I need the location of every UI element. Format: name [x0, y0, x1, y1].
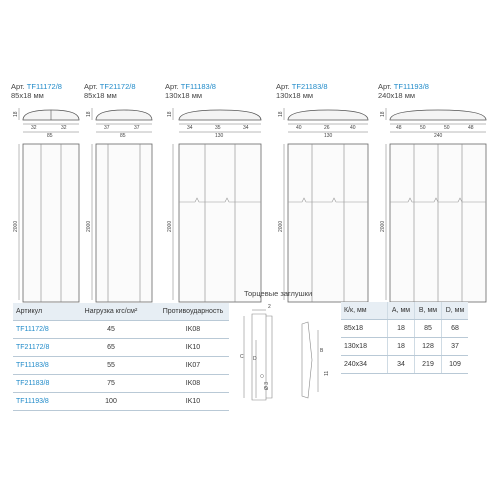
- table-row: [13, 357, 229, 375]
- endcap-dim-c: C: [240, 354, 244, 360]
- cell-b: 128: [415, 338, 442, 356]
- cell-article: TF11183/8: [13, 357, 65, 375]
- art-prefix: Арт.: [276, 82, 290, 91]
- cell-d: 68: [442, 320, 469, 338]
- height-label: 18: [278, 111, 284, 117]
- height-label: 18: [167, 111, 173, 117]
- cell-article: TF11193/8: [13, 393, 65, 411]
- cell-load: 45: [65, 321, 157, 339]
- cell-load: 55: [65, 357, 157, 375]
- cell-impact: IK10: [157, 339, 229, 357]
- cell-load: 75: [65, 375, 157, 393]
- col-header-d: D, мм: [442, 302, 469, 320]
- art-prefix: Арт.: [165, 82, 179, 91]
- endcap-title: Торцевые заглушки: [244, 289, 313, 298]
- total-width-label: 85: [120, 133, 126, 139]
- length-label: 2000: [278, 220, 284, 232]
- section-label: 40: [296, 125, 302, 131]
- total-width-label: 130: [324, 133, 333, 139]
- length-label: 2000: [86, 220, 92, 232]
- cell-impact: IK08: [157, 375, 229, 393]
- cell-size: 130x18: [341, 338, 388, 356]
- endcap-dim-side: 11: [324, 370, 330, 376]
- endcap-dim-top: 2: [268, 304, 271, 310]
- product-tf21172: [84, 82, 154, 232]
- section-label: 32: [61, 125, 67, 131]
- article-code: TF11172/8: [26, 82, 62, 91]
- section-label: 37: [104, 125, 110, 131]
- section-label: 32: [31, 125, 37, 131]
- table-row: [13, 393, 229, 411]
- profile-drawing: [84, 102, 154, 302]
- col-header-a: A, мм: [388, 302, 415, 320]
- cell-size: 240x34: [341, 356, 388, 374]
- cell-impact: IK10: [157, 393, 229, 411]
- product-header: [276, 82, 376, 100]
- art-prefix: Арт.: [11, 82, 25, 91]
- section-label: 40: [350, 125, 356, 131]
- profile-drawing: [11, 102, 81, 302]
- product-size: 130x18 мм: [165, 91, 203, 100]
- product-header: [378, 82, 488, 100]
- height-label: 18: [86, 111, 92, 117]
- product-tf21183: [276, 82, 376, 232]
- table-row: [13, 339, 229, 357]
- section-label: 48: [468, 125, 474, 131]
- section-label: 50: [420, 125, 426, 131]
- section-label: 26: [324, 125, 330, 131]
- table-header-row: [341, 302, 468, 320]
- height-label: 18: [380, 111, 386, 117]
- col-header-article: Артикул: [13, 303, 65, 321]
- section-label: 34: [243, 125, 249, 131]
- section-label: 35: [215, 125, 221, 131]
- cell-d: 109: [442, 356, 469, 374]
- length-label: 2000: [13, 220, 19, 232]
- cell-impact: IK08: [157, 321, 229, 339]
- col-header-kk: К/к, мм: [341, 302, 388, 320]
- profile-drawing: [276, 102, 376, 302]
- section-label: 48: [396, 125, 402, 131]
- endcap-drawing: [232, 300, 332, 410]
- table-row: [341, 356, 468, 374]
- art-prefix: Арт.: [84, 82, 98, 91]
- product-header: [165, 82, 265, 100]
- length-label: 2000: [380, 220, 386, 232]
- cell-a: 34: [388, 356, 415, 374]
- product-tf11193: [378, 82, 488, 232]
- cell-b: 85: [415, 320, 442, 338]
- table-row: [13, 321, 229, 339]
- cell-a: 18: [388, 320, 415, 338]
- endcap-dim-d: D: [253, 356, 257, 362]
- article-code: TF11183/8: [180, 82, 216, 91]
- product-header: [84, 82, 154, 100]
- product-size: 240x18 мм: [378, 91, 416, 100]
- cell-a: 18: [388, 338, 415, 356]
- endcap-dim-b: B: [320, 348, 324, 354]
- col-header-b: B, мм: [415, 302, 442, 320]
- cell-impact: IK07: [157, 357, 229, 375]
- cell-d: 37: [442, 338, 469, 356]
- cell-size: 85x18: [341, 320, 388, 338]
- cell-load: 100: [65, 393, 157, 411]
- cell-b: 219: [415, 356, 442, 374]
- article-code: TF21183/8: [291, 82, 328, 91]
- profile-drawing: [378, 102, 488, 302]
- table-row: [341, 320, 468, 338]
- table-row: [13, 375, 229, 393]
- cell-article: TF21183/8: [13, 375, 65, 393]
- article-code: TF11193/8: [393, 82, 429, 91]
- art-prefix: Арт.: [378, 82, 392, 91]
- total-width-label: 240: [434, 133, 443, 139]
- product-tf11172: [11, 82, 81, 232]
- dimension-table: [341, 302, 468, 374]
- total-width-label: 85: [47, 133, 53, 139]
- load-table: [13, 303, 229, 411]
- section-label: 34: [187, 125, 193, 131]
- product-header: [11, 82, 81, 100]
- cell-article: TF21172/8: [13, 339, 65, 357]
- cell-load: 65: [65, 339, 157, 357]
- article-code: TF21172/8: [99, 82, 136, 91]
- product-size: 85x18 мм: [84, 91, 117, 100]
- product-size: 85x18 мм: [11, 91, 44, 100]
- total-width-label: 130: [215, 133, 224, 139]
- profile-drawing: [165, 102, 265, 302]
- table-row: [341, 338, 468, 356]
- length-label: 2000: [167, 220, 173, 232]
- endcap-dim-hole: Ø 3: [264, 381, 270, 390]
- height-label: 18: [13, 111, 19, 117]
- cell-article: TF11172/8: [13, 321, 65, 339]
- section-label: 37: [134, 125, 140, 131]
- product-tf11183: [165, 82, 265, 232]
- col-header-load: Нагрузка кгс/см²: [65, 303, 157, 321]
- col-header-impact: Противоударность: [157, 303, 229, 321]
- product-size: 130x18 мм: [276, 91, 314, 100]
- table-header-row: [13, 303, 229, 321]
- section-label: 50: [444, 125, 450, 131]
